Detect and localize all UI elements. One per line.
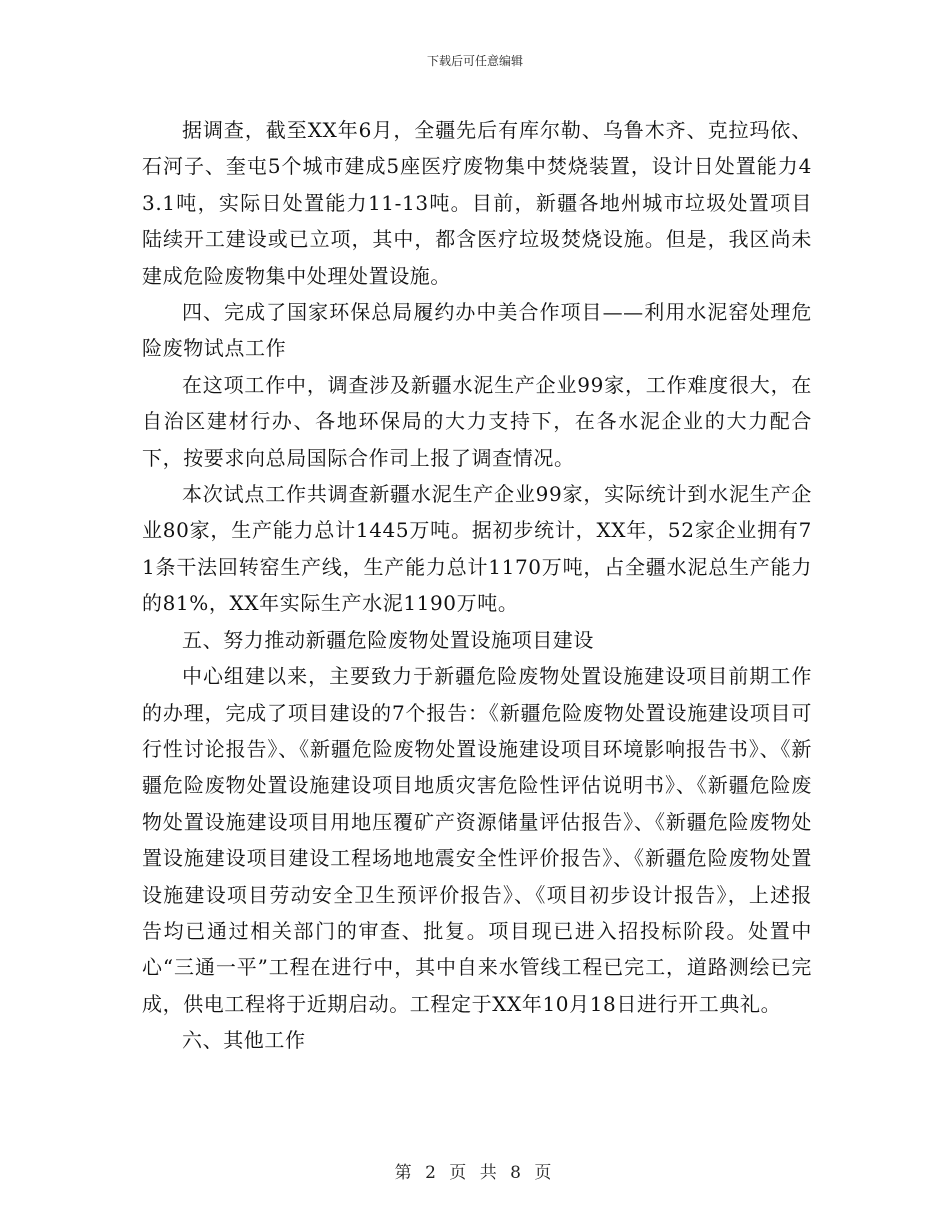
page-footer: 第 2 页 共 8 页 [394,1163,556,1183]
paragraph-project-reports: 中心组建以来，主要致力于新疆危险废物处置设施建设项目前期工作的办理，完成了项目建设的7个报告：《新疆危险废物处置设施建设项目可行性讨论报告》、《新疆危险废物处置设施建设项目环境影响报告书》、《新疆危险废物处置设施建设项目地质灾害危险性评估说明书》、《新疆危险废物处置设施建设项目用地压覆矿产资源储量评估报告》、《新疆危险废物处置设施建设项目建设工程场地地震安全性评价报告》、《新疆危险废物处置设施建设项目劳动安全卫生预评价报告》、《项目初步设计报告》，上述报告均已通过相关部门的审查、批复。项目现已进入招投标阶段。处置中心“三通一平”工程在进行中，其中自来水管线工程已完工，道路测绘已完成，供电工程将于近期启动。工程定于XX年10月18日进行开工典礼。 [142,664,812,1016]
section-heading-5: 五、努力推动新疆危险废物处置设施项目建设 [182,627,594,652]
section-heading-6: 六、其他工作 [182,1028,306,1053]
document-body [142,112,812,1059]
paragraph-pilot-stats: 本次试点工作共调查新疆水泥生产企业99家，实际统计到水泥生产企业80家，生产能力总计1445万吨。据初步统计，XX年，52家企业拥有71条干法回转窑生产线，生产能力总计1170万吨，占全疆水泥总生产能力的81%，XX年实际生产水泥1190万吨。 [142,482,812,616]
page-header: 下载后可任意编辑 [426,54,523,68]
section-heading-4: 四、完成了国家环保总局履约办中美合作项目——利用水泥窑处理危险废物试点工作 [142,300,812,361]
paragraph-investigation: 在这项工作中，调查涉及新疆水泥生产企业99家，工作难度很大，在自治区建材行办、各地环保局的大力支持下，在各水泥企业的大力配合下，按要求向总局国际合作司上报了调查情况。 [142,372,812,470]
paragraph-survey: 据调查，截至XX年6月，全疆先后有库尔勒、乌鲁木齐、克拉玛依、石河子、奎屯5个城市建成5座医疗废物集中焚烧装置，设计日处置能力43.1吨，实际日处置能力11-13吨。目前，新疆各地州城市垃圾处置项目陆续开工建设或已立项，其中，都含医疗垃圾焚烧设施。但是，我区尚未建成危险废物集中处理处置设施。 [142,118,812,288]
